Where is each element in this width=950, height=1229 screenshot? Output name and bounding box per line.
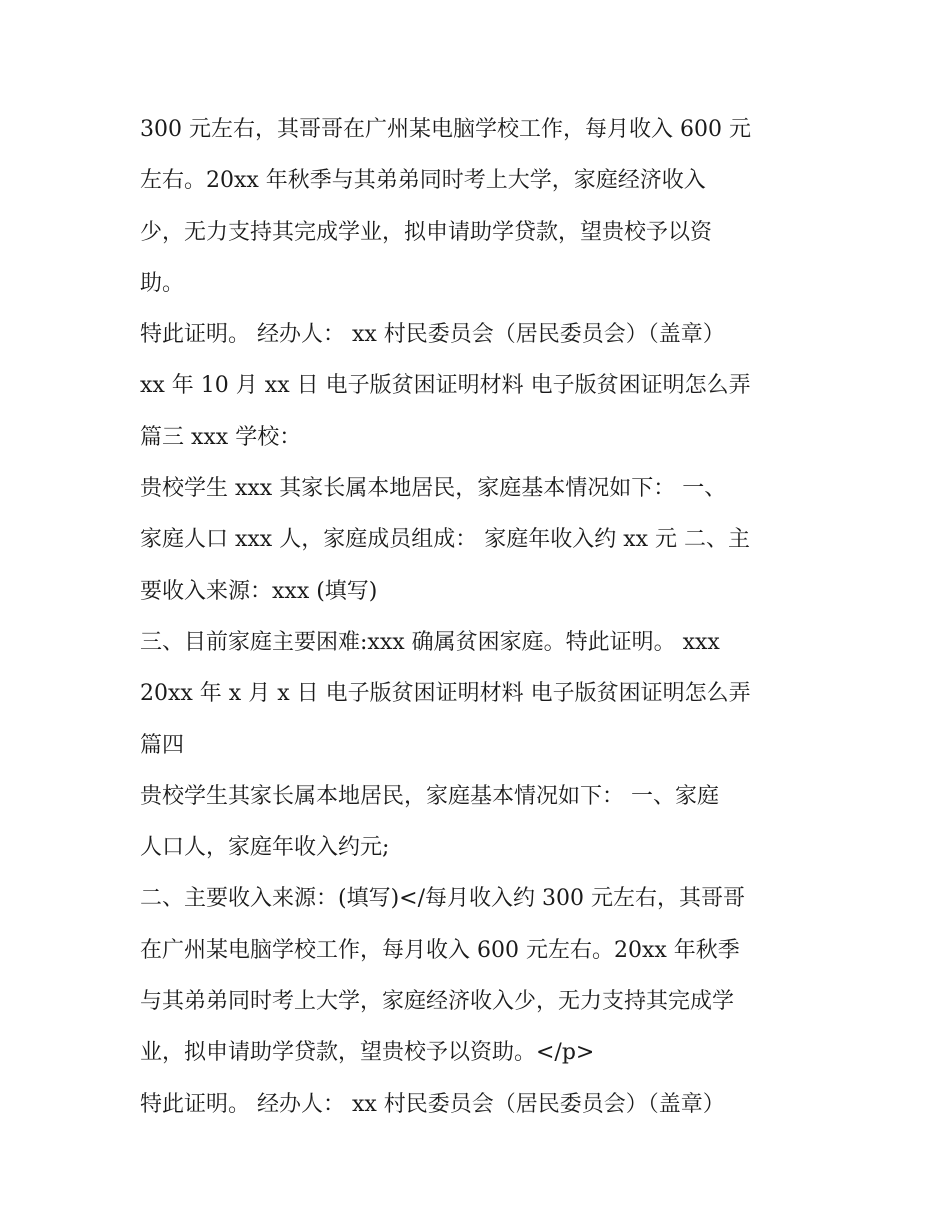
text-line: 助。 — [140, 270, 185, 296]
text-line: 二、主要收入来源：(填写)</每月收入约 300 元左右，其哥哥 — [140, 886, 745, 912]
text-line: 左右。20xx 年秋季与其弟弟同时考上大学，家庭经济收入 — [140, 168, 706, 194]
document-body — [140, 104, 820, 1130]
text-line: 特此证明。 经办人： xx 村民委员会（居民委员会）（盖章） — [140, 322, 725, 348]
section-heading: 篇四 — [140, 732, 185, 758]
text-line: 与其弟弟同时考上大学，家庭经济收入少，无力支持其完成学 — [140, 989, 735, 1015]
text-line: 20xx 年 x 月 x 日 电子版贫困证明材料 电子版贫困证明怎么弄 — [140, 681, 751, 707]
text-line: 贵校学生其家长属本地居民，家庭基本情况如下： 一、家庭 — [140, 783, 719, 809]
text-line: 300 元左右，其哥哥在广州某电脑学校工作，每月收入 600 元 — [140, 117, 751, 142]
text-line: 贵校学生 xxx 其家长属本地居民，家庭基本情况如下： 一、 — [140, 476, 727, 502]
section-heading: 篇三 xxx 学校： — [140, 424, 302, 450]
text-line: 在广州某电脑学校工作，每月收入 600 元左右。20xx 年秋季 — [140, 937, 740, 963]
text-line: 少，无力支持其完成学业，拟申请助学贷款，望贵校予以资 — [140, 219, 713, 245]
text-line: xx 年 10 月 xx 日 电子版贫困证明材料 电子版贫困证明怎么弄 — [140, 373, 751, 399]
text-line: 要收入来源：xxx (填写) — [140, 578, 378, 604]
text-line: 业，拟申请助学贷款，望贵校予以资助。</p> — [140, 1040, 595, 1066]
text-line: 人口人，家庭年收入约元; — [140, 835, 390, 861]
text-line: 三、目前家庭主要困难:xxx 确属贫困家庭。特此证明。 xxx — [140, 629, 720, 655]
text-line: 特此证明。 经办人： xx 村民委员会（居民委员会）（盖章） — [140, 1091, 725, 1117]
text-line: 家庭人口 xxx 人，家庭成员组成： 家庭年收入约 xx 元 二、主 — [140, 527, 750, 553]
